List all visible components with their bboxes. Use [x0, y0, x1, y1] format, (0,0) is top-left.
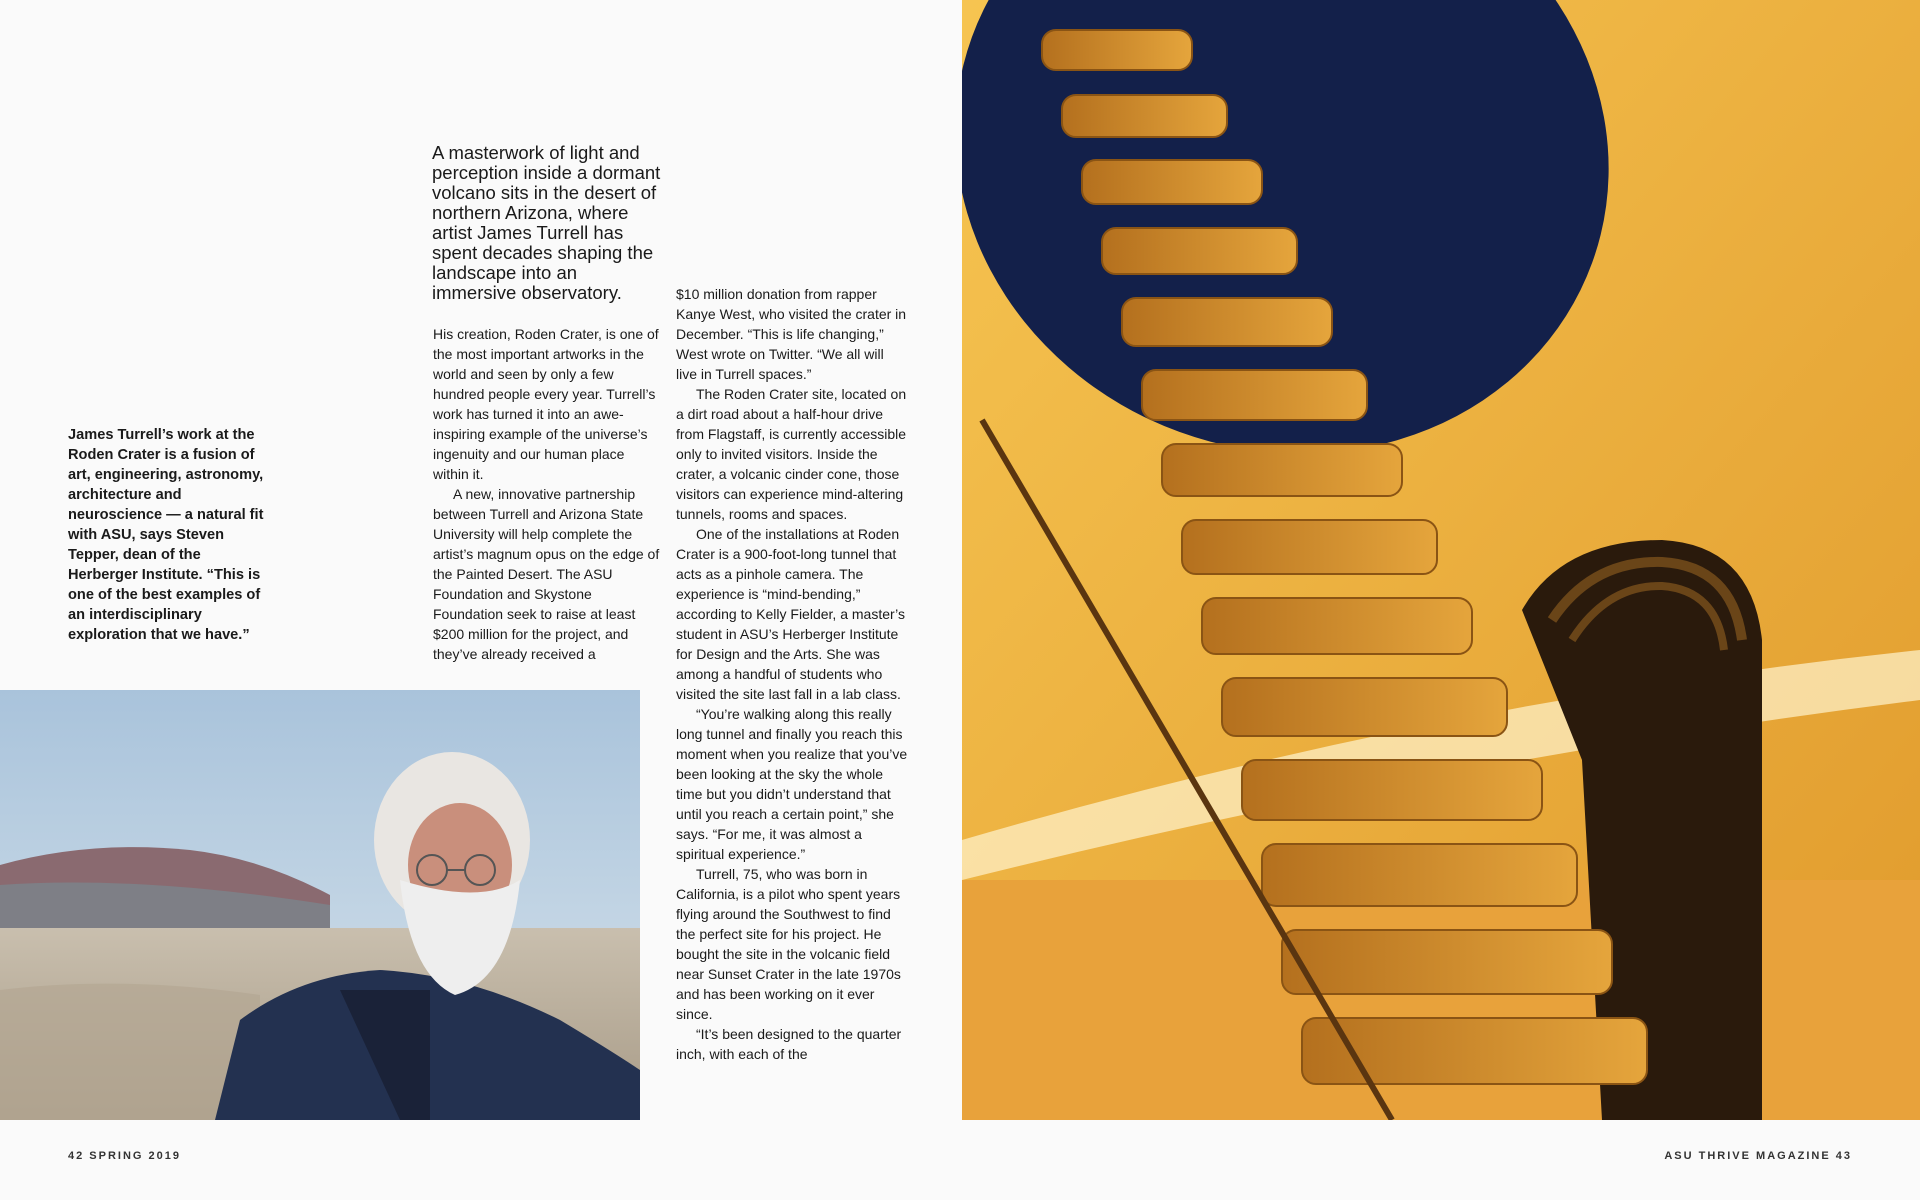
- roden-crater-staircase-photo: [962, 0, 1920, 1120]
- body-paragraph: $10 million donation from rapper Kanye West, who visited the crater in December. “This is life changing,” West wrote on Twitter. “We all will live in Turrell spaces.”: [676, 286, 907, 382]
- pull-quote: James Turrell’s work at the Roden Crater is a fusion of art, engineering, astronomy, architecture and neuroscience — a natural fit with ASU, says Steven Tepper, dean of the Herberger Institute. “This is one of the best examples of an interdisciplinary exploration that we have.”: [68, 427, 264, 643]
- body-paragraph: The Roden Crater site, located on a dirt road about a half-hour drive from Flagstaff, is currently accessible only to invited visitors. Inside the crater, a volcanic cinder cone, those visitors can experience mind-altering tunnels, rooms and spaces.: [676, 386, 907, 522]
- body-paragraph: “It’s been designed to the quarter inch, with each of the: [676, 1026, 902, 1062]
- folio-right: ASU THRIVE MAGAZINE 43: [1664, 1150, 1852, 1162]
- folio-left: 42 SPRING 2019: [68, 1150, 181, 1162]
- body-paragraph: One of the installations at Roden Crater is a 900-foot-long tunnel that acts as a pinhole camera. The experience is “mind-bending,” according to Kelly Fielder, a master’s student in ASU’s Herberger Institute for Design and the Arts. She was among a handful of students who visited the site last fall in a lab class.: [676, 526, 906, 702]
- body-paragraph: “You’re walking along this really long tunnel and finally you reach this moment when you realize that you’ve been looking at the sky the whole time but you didn’t understand that until you reach a certain point,” she says. “For me, it was almost a spiritual experience.”: [676, 706, 908, 862]
- body-paragraph: His creation, Roden Crater, is one of the most important artworks in the world and seen by only a few hundred people every year. Turrell’s work has turned it into an awe-inspiring example of the universe’s ingenuity and our human place within it.: [433, 326, 659, 482]
- article-lede: A masterwork of light and perception inside a dormant volcano sits in the desert of northern Arizona, where artist James Turrell has spent decades shaping the landscape into an immersive observatory.: [432, 142, 661, 303]
- body-column-2: [676, 284, 908, 1064]
- body-paragraph: A new, innovative partnership between Turrell and Arizona State University will help complete the artist’s magnum opus on the edge of the Painted Desert. The ASU Foundation and Skystone Foundation seek to raise at least $200 million for the project, and they’ve already received a: [433, 486, 660, 662]
- body-column-1: [433, 324, 660, 664]
- body-paragraph: Turrell, 75, who was born in California, is a pilot who spent years flying around the Southwest to find the perfect site for his project. He bought the site in the volcanic field near Sunset Crater in the late 1970s and has been working on it ever since.: [676, 866, 901, 1022]
- artist-portrait-photo: [0, 690, 640, 1120]
